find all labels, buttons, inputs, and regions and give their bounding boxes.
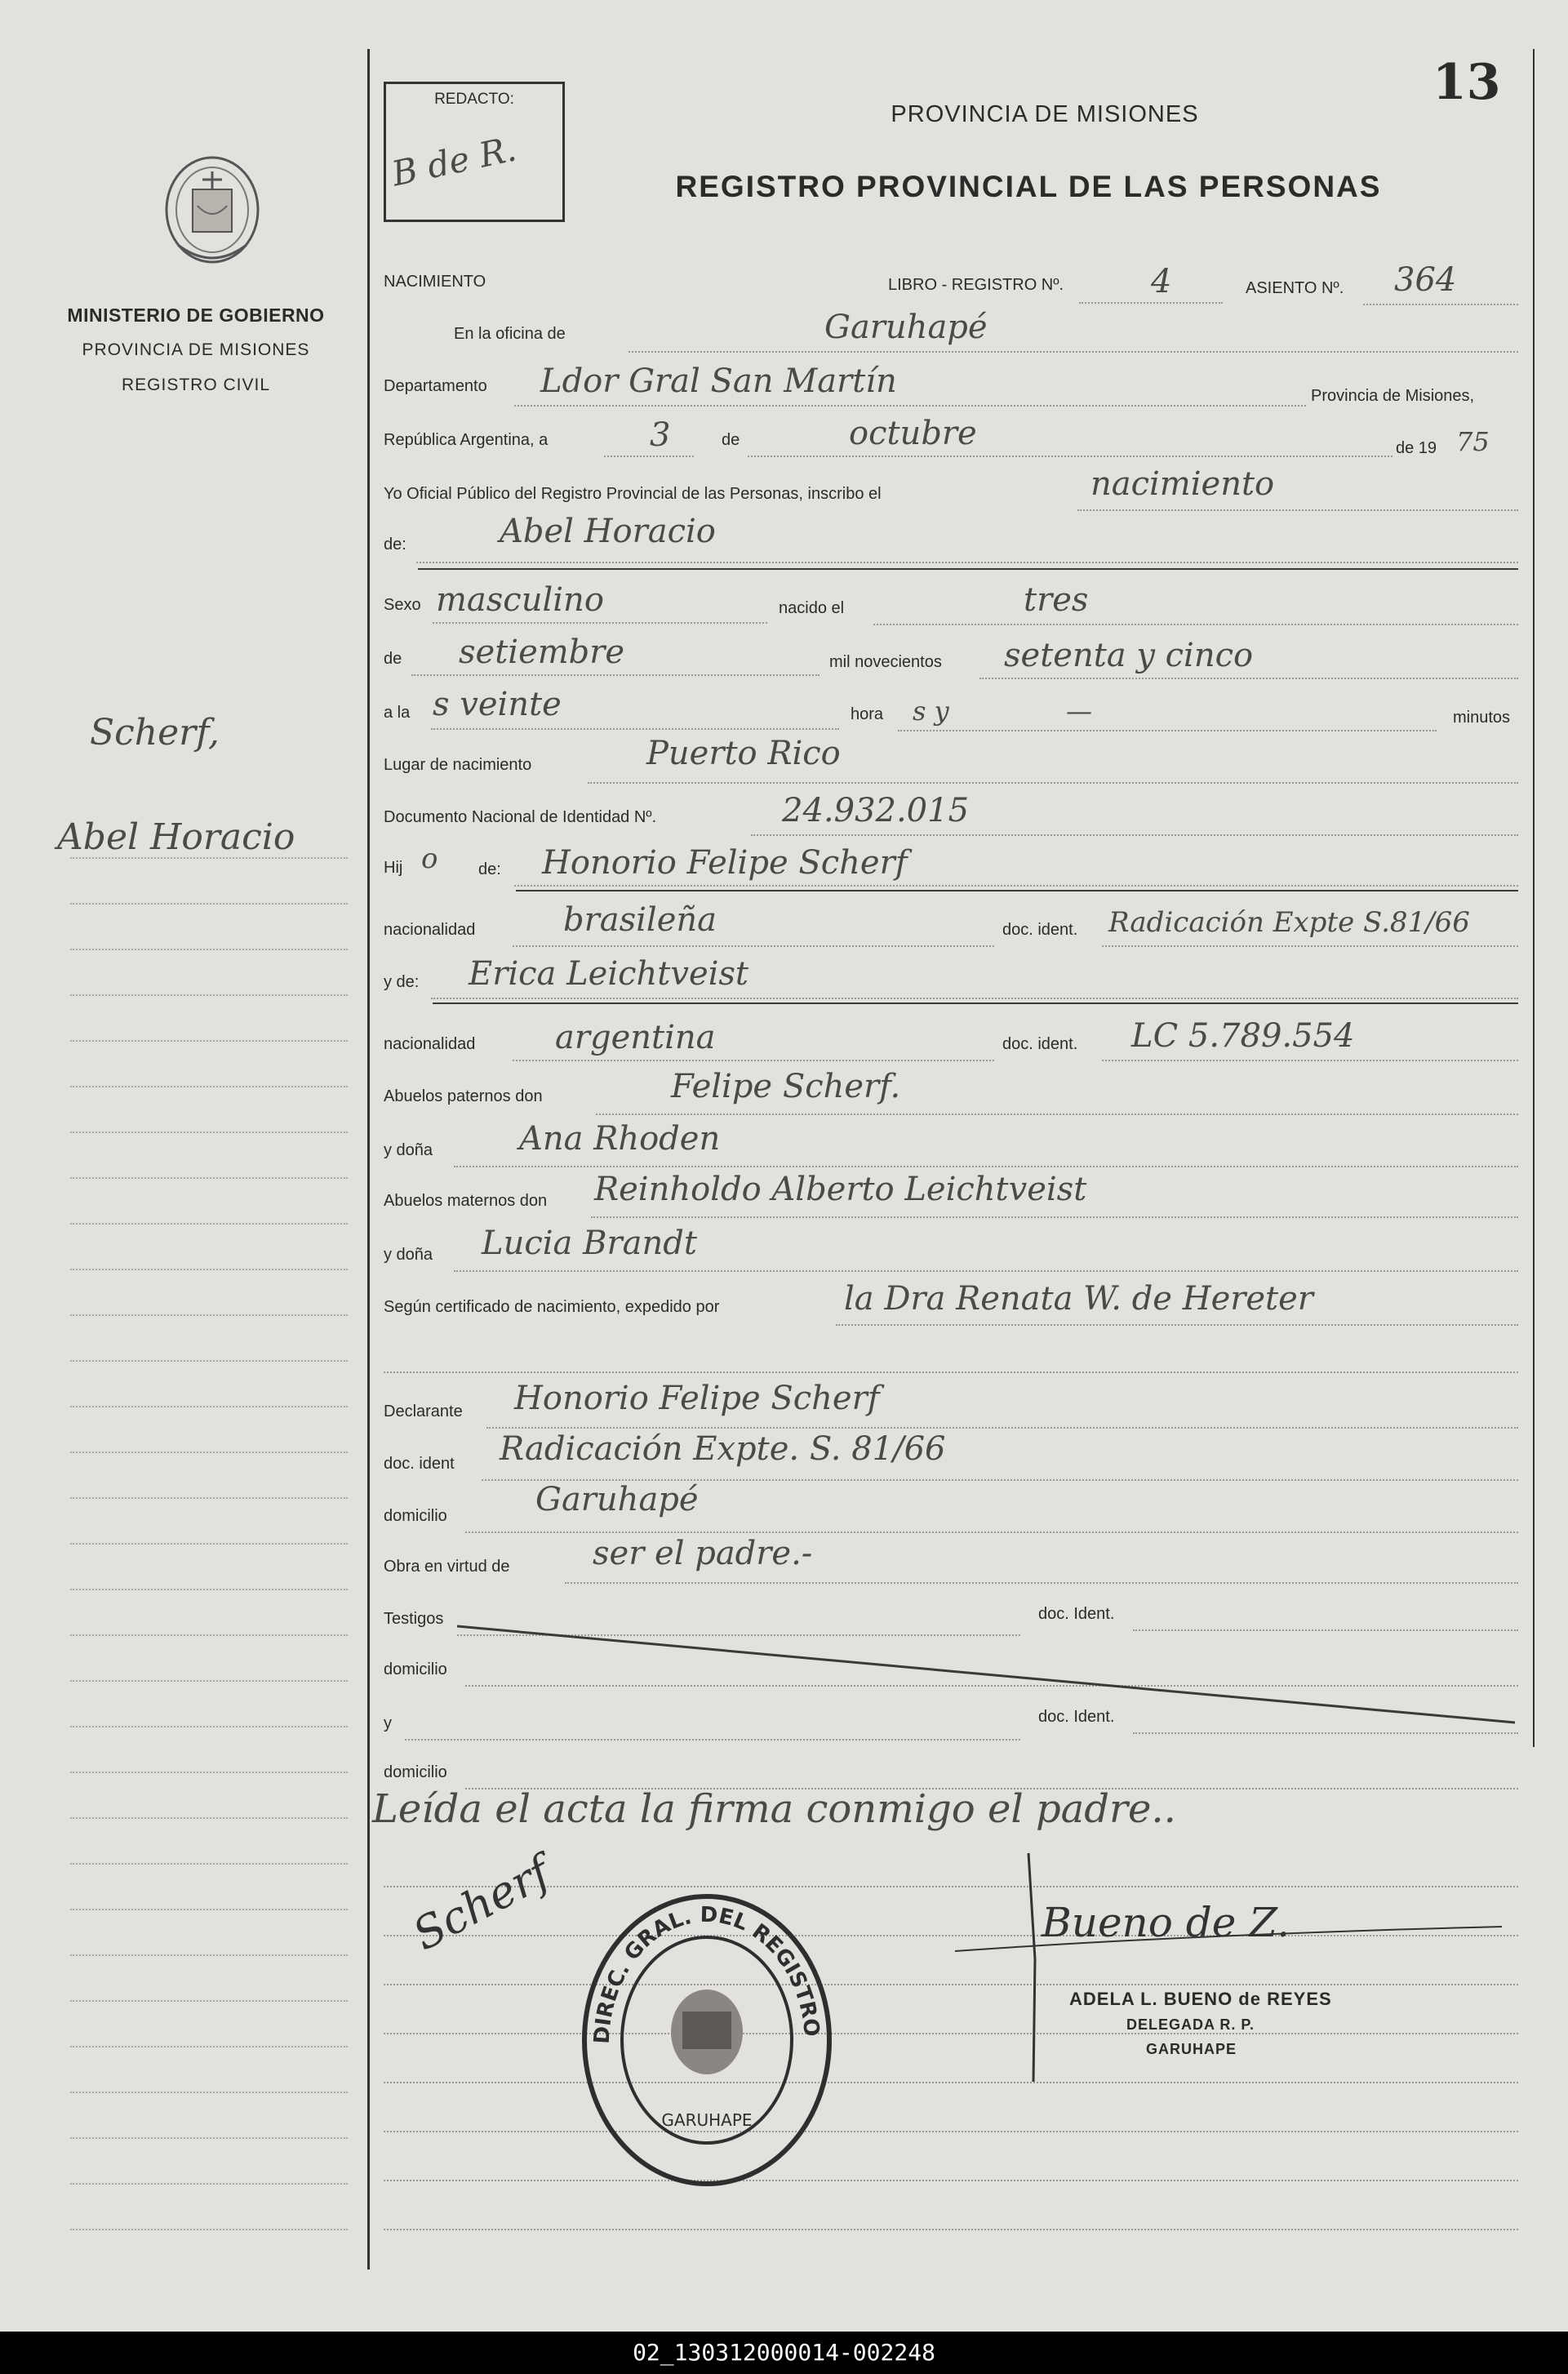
witness2-domicile-label: domicilio: [384, 1763, 447, 1781]
asiento-label: ASIENTO Nº.: [1246, 279, 1344, 297]
right-frame-line: [1533, 49, 1535, 1747]
father-nationality-label: nacionalidad: [384, 921, 476, 939]
child-name-value: Abel Horacio: [500, 513, 716, 550]
mother-doc-label: doc. ident.: [1002, 1035, 1078, 1053]
father-doc-value: Radicación Expte S.81/66: [1108, 906, 1470, 939]
minutos-label: minutos: [1453, 709, 1511, 727]
hijo-de-label: de:: [478, 860, 501, 878]
birth-hour-value: s veinte: [433, 686, 562, 723]
de-name-label: de:: [384, 536, 406, 553]
birth-day-value: tres: [1024, 581, 1089, 619]
de-month-label: de: [384, 650, 402, 668]
official-signature: Bueno de Z.: [1042, 1899, 1290, 1946]
margin-note-surname: Scherf,: [90, 712, 220, 754]
departamento-value: Ldor Gral San Martín: [540, 362, 897, 400]
republica-label: República Argentina, a: [384, 431, 549, 449]
declarant-domicile-label: domicilio: [384, 1507, 447, 1525]
declarant-doc-label: doc. ident: [384, 1455, 455, 1473]
act-type-value: nacimiento: [1090, 465, 1275, 503]
maternal-grandfather-value: Reinholdo Alberto Leichtveist: [594, 1171, 1087, 1208]
departamento-label: Departamento: [384, 377, 487, 395]
registration-year: 75: [1456, 426, 1490, 457]
declarante-label: Declarante: [384, 1403, 463, 1420]
sexo-value: masculino: [436, 581, 604, 619]
oficina-label: En la oficina de: [454, 325, 566, 343]
a-las-label: a la: [384, 704, 411, 722]
redacto-label: REDACTO:: [434, 91, 514, 108]
father-name-value: Honorio Felipe Scherf: [542, 844, 908, 882]
page-number: 13: [1433, 54, 1501, 111]
registration-month: octubre: [849, 415, 977, 452]
official-stamp-name: ADELA L. BUENO de REYES: [1069, 1989, 1332, 2009]
mil-novecientos-label: mil novecientos: [829, 653, 942, 671]
libro-label: LIBRO - REGISTRO Nº.: [888, 276, 1064, 294]
de-label-1: de: [722, 431, 740, 449]
dni-label: Documento Nacional de Identidad Nº.: [384, 808, 657, 826]
seal-bottom-text: GARUHAPE: [661, 2110, 753, 2130]
left-frame-line: [367, 49, 370, 2270]
father-signature: Scherf: [404, 1846, 559, 1961]
witness2-label: y: [384, 1714, 392, 1732]
paternal-grandfather-value: Felipe Scherf.: [671, 1068, 901, 1105]
ministry-title: MINISTERIO DE GOBIERNO: [67, 305, 325, 326]
year-prefix-label: de 19: [1396, 439, 1437, 457]
certificate-label: Según certificado de nacimiento, expedido por: [384, 1298, 720, 1316]
paternal-grandmother-label: y doña: [384, 1141, 433, 1159]
official-stamp-place: GARUHAPE: [1146, 2041, 1237, 2057]
oficial-label: Yo Oficial Público del Registro Provincial de las Personas, inscribo el: [384, 485, 882, 503]
nacido-el-label: nacido el: [779, 599, 845, 617]
registration-day: 3: [650, 416, 671, 454]
birth-year-value: setenta y cinco: [1004, 637, 1254, 674]
obra-label: Obra en virtud de: [384, 1558, 510, 1576]
official-seal: [576, 1889, 837, 2191]
mother-nationality-label: nacionalidad: [384, 1035, 476, 1053]
declarant-doc-value: Radicación Expte. S. 81/66: [500, 1430, 946, 1468]
witness1-doc-label: doc. Ident.: [1038, 1605, 1115, 1623]
provincia-misiones-label: Provincia de Misiones,: [1311, 387, 1475, 405]
hijo-gender-letter: o: [421, 842, 438, 875]
obra-value: ser el padre.-: [593, 1535, 813, 1572]
mother-nationality-value: argentina: [555, 1019, 716, 1056]
birth-month-value: setiembre: [459, 634, 625, 671]
father-nationality-value: brasileña: [563, 901, 717, 939]
birth-minutes-value: —: [1066, 696, 1092, 727]
maternal-grandfather-label: Abuelos maternos don: [384, 1192, 548, 1210]
sexo-label: Sexo: [384, 596, 421, 614]
margin-note-given-name: Abel Horacio: [57, 816, 295, 858]
header-registry: REGISTRO PROVINCIAL DE LAS PERSONAS: [675, 170, 1382, 203]
y-de-label: y de:: [384, 973, 420, 991]
cancel-strike-line: [457, 1625, 1518, 1731]
maternal-grandmother-label: y doña: [384, 1246, 433, 1264]
paternal-grandfather-label: Abuelos paternos don: [384, 1087, 543, 1105]
hora-suffix-value: s y: [913, 696, 949, 727]
testigos-label: Testigos: [384, 1610, 444, 1628]
seal-emblem: [671, 1989, 743, 2074]
maternal-grandmother-value: Lucia Brandt: [482, 1225, 697, 1262]
hora-label: hora: [851, 705, 884, 723]
certificate-issuer-value: la Dra Renata W. de Hereter: [844, 1280, 1313, 1318]
paternal-grandmother-value: Ana Rhoden: [519, 1120, 721, 1158]
witness2-doc-label: doc. Ident.: [1038, 1708, 1115, 1726]
redacto-value: B de R.: [388, 128, 520, 194]
oficina-value: Garuhapé: [824, 309, 988, 346]
birthplace-value: Puerto Rico: [646, 735, 841, 772]
scan-id-footer: 02_130312000014-002248: [0, 2332, 1568, 2374]
redacto-box: [384, 82, 565, 222]
asiento-value: 364: [1394, 261, 1457, 299]
declarant-name-value: Honorio Felipe Scherf: [514, 1380, 880, 1417]
ministry-province: PROVINCIA DE MISIONES: [82, 340, 310, 359]
header-province: PROVINCIA DE MISIONES: [891, 101, 1199, 127]
official-stamp-role: DELEGADA R. P.: [1126, 2016, 1255, 2033]
hijo-label: Hij: [384, 859, 403, 877]
lugar-label: Lugar de nacimiento: [384, 756, 532, 774]
libro-value: 4: [1151, 263, 1172, 300]
closing-statement: Leída el acta la firma conmigo el padre..: [372, 1786, 1176, 1832]
form-type-label: NACIMIENTO: [384, 273, 486, 291]
dni-value: 24.932.015: [782, 792, 970, 829]
seal-ring-text: DIREC. GRAL. DEL REGISTRO: [589, 1902, 824, 2045]
ministry-registro-civil: REGISTRO CIVIL: [121, 376, 271, 394]
coat-of-arms-emblem: [155, 149, 269, 279]
witness1-domicile-label: domicilio: [384, 1660, 447, 1678]
mother-doc-value: LC 5.789.554: [1131, 1017, 1355, 1055]
father-doc-label: doc. ident.: [1002, 921, 1078, 939]
declarant-domicile-value: Garuhapé: [535, 1481, 699, 1518]
mother-name-value: Erica Leichtveist: [469, 955, 749, 993]
